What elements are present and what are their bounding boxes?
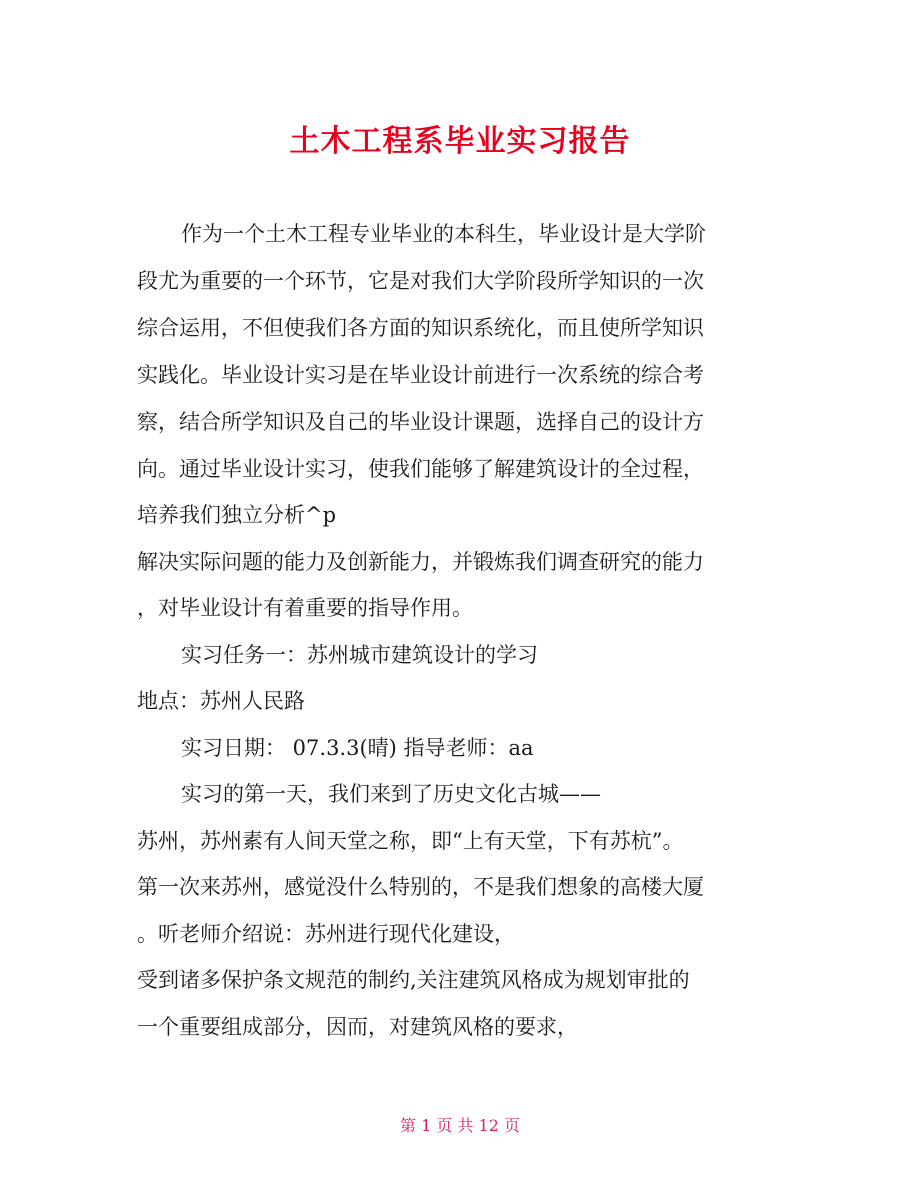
paragraph-line: 察，结合所学知识及自己的毕业设计课题，选择自己的设计方 bbox=[137, 410, 704, 434]
paragraph-line: 向。通过毕业设计实习，使我们能够了解建筑设计的全过程， bbox=[137, 457, 704, 481]
paragraph-line: 实践化。毕业设计实习是在毕业设计前进行一次系统的综合考 bbox=[137, 363, 704, 387]
location-line: 地点：苏州人民路 bbox=[137, 689, 305, 713]
paragraph-line: 实习的第一天，我们来到了历史文化古城—— bbox=[181, 782, 601, 806]
paragraph-line: 作为一个土木工程专业毕业的本科生，毕业设计是大学阶 bbox=[181, 222, 706, 246]
paragraph-line: 。听老师介绍说：苏州进行现代化建设， bbox=[137, 922, 515, 946]
paragraph-line: ，对毕业设计有着重要的指导作用。 bbox=[137, 596, 473, 620]
paragraph-line: 综合运用，不但使我们各方面的知识系统化，而且使所学知识 bbox=[137, 316, 704, 340]
paragraph-line: 解决实际问题的能力及创新能力，并锻炼我们调查研究的能力 bbox=[137, 550, 704, 574]
page-number-footer: 第 1 页 共 12 页 bbox=[400, 1116, 520, 1135]
paragraph-line: 段尤为重要的一个环节，它是对我们大学阶段所学知识的一次 bbox=[137, 269, 704, 293]
task-heading: 实习任务一：苏州城市建筑设计的学习 bbox=[181, 643, 538, 667]
paragraph-line: 第一次来苏州，感觉没什么特别的，不是我们想象的高楼大厦 bbox=[137, 875, 704, 899]
date-line: 实习日期： 07.3.3(晴) 指导老师：aa bbox=[181, 736, 534, 760]
paragraph-line: 受到诸多保护条文规范的制约,关注建筑风格成为规划审批的 bbox=[137, 968, 690, 992]
paragraph-line: 苏州，苏州素有人间天堂之称，即“上有天堂，下有苏杭”。 bbox=[137, 829, 684, 853]
paragraph-line: 培养我们独立分析^p bbox=[137, 503, 337, 527]
document-title: 土木工程系毕业实习报告 bbox=[289, 124, 631, 159]
paragraph-line: 一个重要组成部分，因而，对建筑风格的要求， bbox=[137, 1015, 578, 1039]
